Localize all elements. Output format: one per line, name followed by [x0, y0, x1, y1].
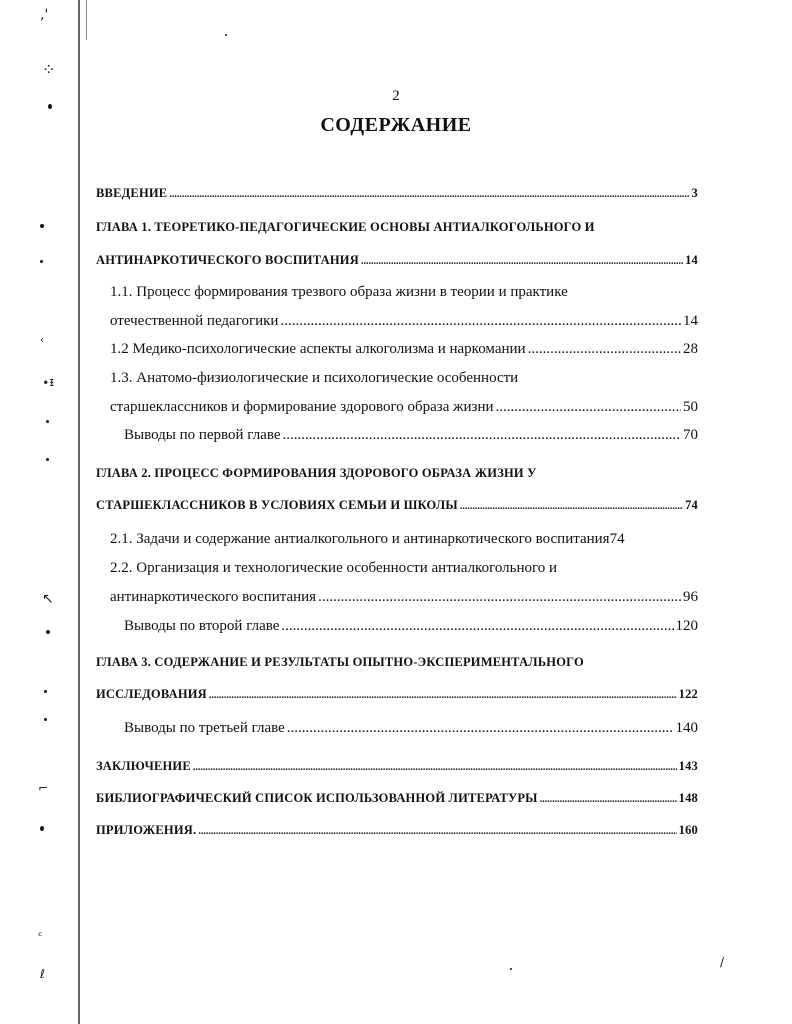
toc-chapter-1-conclusions[interactable] — [124, 427, 698, 444]
leader-dots — [287, 720, 674, 737]
toc-section-1-3-entry[interactable] — [110, 399, 698, 416]
toc-chapter-3-conclusions[interactable] — [124, 720, 698, 737]
toc-entry-intro[interactable] — [96, 186, 698, 201]
scan-mark: ,' — [40, 7, 49, 23]
leader-dots — [281, 618, 673, 635]
toc-entry-label: Выводы по второй главе — [124, 618, 280, 634]
scan-speck — [40, 260, 43, 263]
toc-chapter-3-heading[interactable]: ГЛАВА 3. СОДЕРЖАНИЕ И РЕЗУЛЬТАТЫ ОПЫТНО-ЭКСПЕРИМЕНТАЛЬНОГО — [96, 655, 584, 669]
leader-dots — [318, 589, 681, 606]
leader-dots — [193, 759, 677, 774]
scan-mark: ⌐ — [38, 781, 49, 795]
toc-entry-page: 3 — [691, 186, 698, 200]
leader-dots — [283, 427, 682, 444]
scan-mark: ‹ — [40, 335, 44, 346]
scan-mark: ᶜ — [38, 929, 43, 943]
toc-chapter-2-heading[interactable]: ГЛАВА 2. ПРОЦЕСС ФОРМИРОВАНИЯ ЗДОРОВОГО ОБРАЗА ЖИЗНИ У — [96, 466, 537, 480]
toc-entry-page: 160 — [678, 823, 698, 837]
scan-edge-line — [78, 0, 80, 1024]
toc-entry-label: отечественной педагогики — [110, 313, 279, 329]
leader-dots — [280, 313, 681, 330]
toc-entry-conclusion[interactable] — [96, 759, 698, 774]
toc-entry-label: старшеклассников и формирование здорового образа жизни — [110, 399, 494, 415]
leader-dots — [540, 791, 677, 806]
scan-mark: ∙ᵻ — [42, 375, 54, 389]
leader-dots — [169, 186, 689, 201]
toc-entry-label: ИССЛЕДОВАНИЯ — [96, 687, 207, 701]
scan-speck — [44, 718, 47, 721]
toc-chapter-2-entry[interactable] — [96, 498, 698, 513]
toc-entry-label: ВВЕДЕНИЕ — [96, 186, 168, 200]
toc-chapter-1-heading[interactable]: ГЛАВА 1. ТЕОРЕТИКО-ПЕДАГОГИЧЕСКИЕ ОСНОВЫ АНТИАЛКОГОЛЬНОГО И — [96, 220, 595, 234]
scan-mark: ℓ — [40, 967, 45, 981]
toc-entry-page: 148 — [678, 791, 698, 805]
toc-entry-page: 14 — [685, 253, 698, 267]
toc-entry-label: Выводы по третьей главе — [124, 720, 285, 736]
toc-entry-page: 28 — [683, 341, 698, 357]
toc-entry-page: 50 — [683, 399, 698, 415]
scan-edge-line-short — [86, 0, 87, 40]
scan-speck — [225, 34, 227, 36]
toc-entry-bibliography[interactable] — [96, 791, 698, 806]
scan-speck — [46, 630, 50, 634]
toc-entry-page: 14 — [683, 313, 698, 329]
toc-chapter-3-entry[interactable] — [96, 687, 698, 702]
leader-dots — [209, 687, 677, 702]
scan-speck — [40, 224, 44, 228]
scan-mark: ⁘ — [42, 60, 56, 79]
toc-entry-label: Выводы по первой главе — [124, 427, 281, 443]
toc-section-1-1-entry[interactable] — [110, 313, 698, 330]
toc-section-1-2-entry[interactable] — [110, 341, 698, 358]
scan-speck — [40, 826, 44, 831]
toc-entry-page: 140 — [675, 720, 698, 736]
scan-speck — [44, 690, 47, 693]
toc-chapter-1-entry[interactable] — [96, 253, 698, 268]
toc-section-2-1-entry[interactable] — [110, 531, 698, 548]
leader-dots — [361, 253, 683, 268]
toc-section-1-3-heading[interactable]: 1.3. Анатомо-физиологические и психологические особенности — [110, 370, 519, 386]
page-title: СОДЕРЖАНИЕ — [320, 114, 472, 136]
toc-entry-label: ПРИЛОЖЕНИЯ. — [96, 823, 197, 837]
toc-entry-label: антинаркотического воспитания — [110, 589, 317, 605]
scan-mark: ↖ — [42, 591, 54, 607]
leader-dots — [198, 823, 676, 838]
leader-dots — [528, 341, 681, 358]
toc-chapter-2-conclusions[interactable] — [124, 618, 698, 635]
scan-speck — [46, 458, 49, 461]
toc-entry-label: СТАРШЕКЛАССНИКОВ В УСЛОВИЯХ СЕМЬИ И ШКОЛЫ — [96, 498, 458, 512]
toc-entry-label: БИБЛИОГРАФИЧЕСКИЙ СПИСОК ИСПОЛЬЗОВАННОЙ ЛИТЕРАТУРЫ — [96, 791, 538, 805]
leader-dots — [496, 399, 681, 416]
toc-section-2-2-heading[interactable]: 2.2. Организация и технологические особенности антиалкогольного и — [110, 560, 558, 576]
toc-entry-page: 74 — [609, 531, 625, 547]
toc-entry-page: 122 — [678, 687, 698, 701]
scan-speck — [510, 968, 512, 970]
toc-entry-page: 120 — [675, 618, 698, 634]
toc-entry-label: 2.1. Задачи и содержание антиалкогольного и антинаркотического воспитания — [110, 531, 610, 547]
toc-entry-page: 96 — [683, 589, 698, 605]
leader-dots — [460, 498, 683, 513]
toc-entry-page: 70 — [683, 427, 698, 443]
toc-section-2-2-entry[interactable] — [110, 589, 698, 606]
toc-entry-appendix[interactable] — [96, 823, 698, 838]
toc-entry-page: 74 — [685, 498, 698, 512]
toc-entry-label: АНТИНАРКОТИЧЕСКОГО ВОСПИТАНИЯ — [96, 253, 359, 267]
toc-section-1-1-heading[interactable]: 1.1. Процесс формирования трезвого образа жизни в теории и практике — [110, 284, 568, 300]
toc-entry-label: 1.2 Медико-психологические аспекты алкоголизма и наркомании — [110, 341, 526, 357]
page-number: 2 — [392, 88, 400, 104]
scan-speck — [46, 420, 49, 423]
toc-entry-page: 143 — [678, 759, 698, 773]
scan-mark: / — [720, 955, 725, 969]
toc-entry-label: ЗАКЛЮЧЕНИЕ — [96, 759, 191, 773]
